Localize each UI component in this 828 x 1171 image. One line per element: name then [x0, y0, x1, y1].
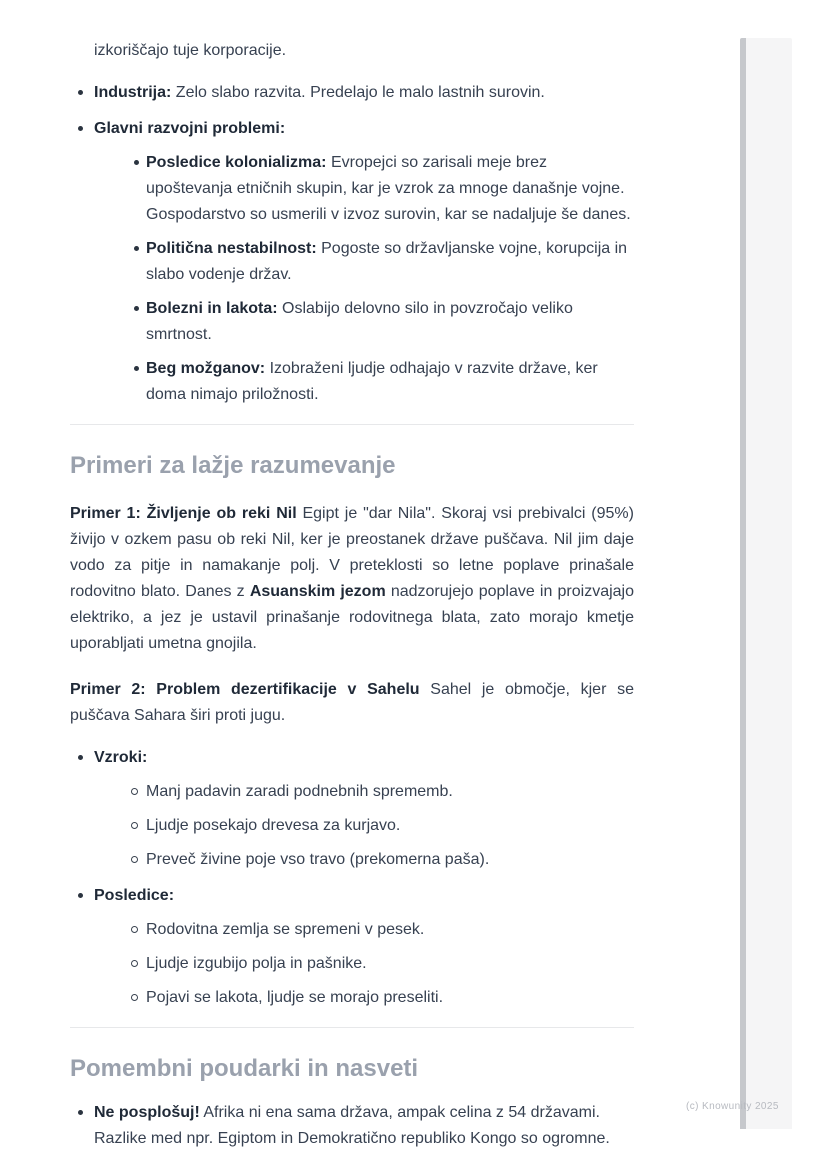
- example-1-paragraph: Primer 1: Življenje ob reki Nil Egipt je "dar Nila". Skoraj vsi prebivalci (95%) živijo v ozkem pasu ob reki Nil, ker je preostanek države puščava. Nil jim daje vodo za pitje in namakanje polj. V preteklosti so letne poplave prinašale rodovitno blato. Danes z Asuanskim jezom nadzorujejo poplave in proizvajajo elektriko, a jez je ustavil prinašanje rodovitnega blata, zato morajo kmetje uporabljati umetna gnojila.: [70, 505, 634, 652]
- section-heading-examples: Primeri za lažje razumevanje: [70, 452, 396, 479]
- list-item: Beg možganov: Izobraženi ljudje odhajajo v razvite države, ker doma nimajo priložnosti.: [122, 356, 634, 408]
- section-divider: [70, 424, 634, 425]
- term-bold: Primer 1: Življenje ob reki Nil: [70, 505, 297, 522]
- term-bold: Posledice kolonializma:: [146, 154, 327, 171]
- sub-list: [122, 779, 634, 873]
- list-item: [70, 883, 634, 1011]
- term-bold: Bolezni in lakota:: [146, 300, 278, 317]
- term-bold: Ne posplošuj!: [94, 1104, 200, 1121]
- term-bold: Asuanskim jezom: [249, 583, 386, 600]
- list-item: Preveč živine poje vso travo (prekomerna paša).: [122, 847, 634, 873]
- highlights-list: [70, 1100, 634, 1152]
- section-divider: [70, 1027, 634, 1028]
- sub-list: [122, 150, 634, 408]
- term-bold: Glavni razvojni problemi:: [94, 120, 286, 137]
- next-page-edge: [740, 38, 792, 1129]
- term-bold: Primer 2: Problem dezertifikacije v Sahelu: [70, 681, 420, 698]
- term-bold: Vzroki:: [94, 749, 148, 766]
- list-item: Ljudje izgubijo polja in pašnike.: [122, 951, 634, 977]
- list-item: Manj padavin zaradi podnebnih sprememb.: [122, 779, 634, 805]
- list-item: Pojavi se lakota, ljudje se morajo preseliti.: [122, 985, 634, 1011]
- list-item: Rodovitna zemlja se spremeni v pesek.: [122, 917, 634, 943]
- list-item: [70, 116, 634, 408]
- section-heading-highlights: Pomembni poudarki in nasveti: [70, 1055, 419, 1082]
- list-item: Posledice kolonializma: Evropejci so zarisali meje brez upoštevanja etničnih skupin, kar je vzrok za mnoge današnje vojne. Gospodarstvo so usmerili v izvoz surovin, kar se nadaljuje še danes.: [122, 150, 634, 228]
- term-bold: Industrija:: [94, 84, 172, 101]
- continuation-paragraph: izkoriščajo tuje korporacije.: [94, 42, 287, 59]
- document-page-content: [70, 38, 634, 1152]
- copyright-watermark: (c) Knowunity 2025: [686, 1101, 779, 1112]
- list-item: Bolezni in lakota: Oslabijo delovno silo in povzročajo veliko smrtnost.: [122, 296, 634, 348]
- sub-list: [122, 917, 634, 1011]
- term-bold: Politična nestabilnost:: [146, 240, 317, 257]
- list-item: Ne posplošuj! Afrika ni ena sama država, ampak celina z 54 državami. Razlike med npr. Egiptom in Demokratično republiko Kongo so ogromne.: [70, 1100, 634, 1152]
- list-item: Industrija: Zelo slabo razvita. Predelajo le malo lastnih surovin.: [70, 80, 634, 106]
- example-2-paragraph: Primer 2: Problem dezertifikacije v Sahelu Sahel je območje, kjer se puščava Sahara širi proti jugu.: [70, 681, 635, 724]
- term-bold: Beg možganov:: [146, 360, 266, 377]
- list-item: Ljudje posekajo drevesa za kurjavo.: [122, 813, 634, 839]
- development-problems-list: [70, 80, 634, 408]
- term-bold: Posledice:: [94, 887, 175, 904]
- list-item: Politična nestabilnost: Pogoste so državljanske vojne, korupcija in slabo vodenje držav.: [122, 236, 634, 288]
- sahel-causes-consequences-list: [70, 745, 634, 1011]
- list-item: [70, 745, 634, 873]
